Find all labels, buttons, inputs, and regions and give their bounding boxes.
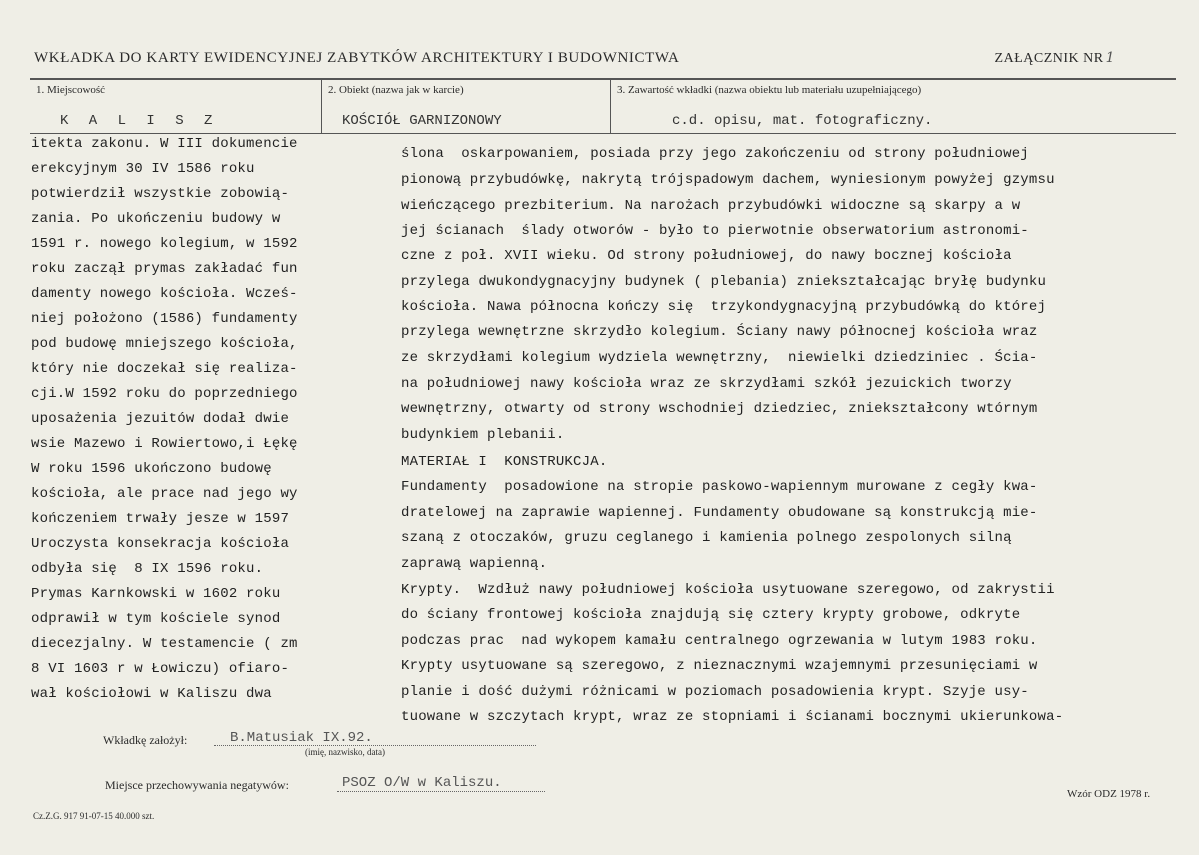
print-info: Cz.Z.G. 917 91-07-15 40.000 szt. (33, 811, 155, 821)
place-label: 1. Miejscowość (36, 84, 106, 96)
left-line: pod budowę mniejszego kościoła, (31, 336, 298, 352)
header-box-divider-2 (610, 79, 611, 134)
left-line: zania. Po ukończeniu budowy w (31, 211, 281, 227)
right-line: szaną z otoczaków, gruzu ceglanego i kamienia polnego zespolonych silną (401, 530, 1012, 546)
right-line: jej ścianach ślady otworów - było to pierwotnie obserwatorium astronomi- (401, 223, 1029, 239)
section-heading-material: MATERIAŁ I KONSTRUKCJA. (401, 454, 608, 470)
attachment-number-value: 1 (1105, 50, 1115, 66)
right-line: tuowane w szczytach krypt, wraz ze stopniami i ścianami bocznymi ukierunkowa- (401, 709, 1064, 725)
right-line: przylega dwukondygnacyjny budynek ( plebania) zniekształcając bryłę budynku (401, 274, 1047, 290)
right-line: przylega wewnętrzne skrzydło kolegium. Ściany nawy północnej kościoła wraz (401, 324, 1038, 340)
right-line: na południowej nawy kościoła wraz ze skrzydłami szkół jezuickich tworzy (401, 376, 1012, 392)
content-value: c.d. opisu, mat. fotograficzny. (672, 113, 933, 129)
left-line: kończeniem trwały jesze w 1597 (31, 511, 290, 527)
left-line: odbyła się 8 IX 1596 roku. (31, 561, 264, 577)
place-value: K A L I S Z (60, 113, 219, 129)
left-line: 8 VI 1603 r w Łowiczu) ofiaro- (31, 661, 290, 677)
header-box-top (30, 78, 1176, 80)
negatives-dotted-line (337, 791, 545, 792)
left-line: odprawił w tym kościele synod (31, 611, 281, 627)
right-line: pionową przybudówkę, nakrytą trójspadowym dachem, wyniesionym powyżej gzymsu (401, 172, 1055, 188)
left-line: itekta zakonu. W III dokumencie (31, 136, 298, 152)
author-dotted-line (214, 745, 536, 746)
left-line: cji.W 1592 roku do poprzedniego (31, 386, 298, 402)
right-line: planie i dość dużymi różnicami w poziomach posadowienia krypt. Szyje usy- (401, 684, 1029, 700)
left-line: wsie Mazewo i Rowiertowo,i Łękę (31, 436, 298, 452)
left-line: który nie doczekał się realiza- (31, 361, 298, 377)
right-line: Krypty. Wzdłuż nawy południowej kościoła usytuowane szeregowo, od zakrystii (401, 582, 1055, 598)
attachment-number (995, 50, 1115, 67)
right-line: podczas prac nad wykopem kamału centralnego ogrzewania w lutym 1983 roku. (401, 633, 1038, 649)
negatives-value: PSOZ O/W w Kaliszu. (342, 775, 502, 791)
attachment-label: ZAŁĄCZNIK NR (994, 51, 1104, 66)
left-line: diecezjalny. W testamencie ( zm (31, 636, 298, 652)
object-value: KOŚCIÓŁ GARNIZONOWY (342, 113, 502, 129)
negatives-label: Miejsce przechowywania negatywów: (105, 778, 289, 792)
author-hint: (imię, nazwisko, data) (305, 747, 385, 757)
left-line: wał kościołowi w Kaliszu dwa (31, 686, 272, 702)
left-line: erekcyjnym 30 IV 1586 roku (31, 161, 255, 177)
form-code: Wzór ODZ 1978 r. (1067, 788, 1151, 800)
form-title: WKŁADKA DO KARTY EWIDENCYJNEJ ZABYTKÓW ARCHITEKTURY I BUDOWNICTWA (34, 50, 680, 66)
right-line: budynkiem plebanii. (401, 427, 565, 443)
right-line: kościoła. Nawa północna kończy się trzykondygnacyjną przybudówką do której (401, 299, 1047, 315)
author-value: B.Matusiak IX.92. (230, 730, 373, 746)
right-line: Fundamenty posadowione na stropie paskowo-wapiennym murowane z cegły kwa- (401, 479, 1038, 495)
content-label: 3. Zawartość wkładki (nazwa obiektu lub materiału uzupełniającego) (617, 84, 922, 96)
left-line: roku zaczął prymas zakładać fun (31, 261, 298, 277)
right-line: do ściany frontowej kościoła znajdują się cztery krypty grobowe, odkryte (401, 607, 1021, 623)
left-line: niej położono (1586) fundamenty (31, 311, 298, 327)
header-box-bottom (30, 133, 1176, 134)
left-line: Uroczysta konsekracja kościoła (31, 536, 290, 552)
author-label: Wkładkę założył: (103, 733, 188, 747)
left-line: uposażenia jezuitów dodał dwie (31, 411, 290, 427)
right-line: wieńczącego prezbiterium. Na narożach przybudówki widoczne są skarpy a w (401, 198, 1021, 214)
right-line: wewnętrzny, otwarty od strony wschodniej dziedziec, zniekształcony wtórnym (401, 401, 1038, 417)
header-box-divider-1 (321, 79, 322, 134)
right-line: zaprawą wapienną. (401, 556, 548, 572)
left-line: 1591 r. nowego kolegium, w 1592 (31, 236, 298, 252)
left-line: Prymas Karnkowski w 1602 roku (31, 586, 281, 602)
left-line: potwierdził wszystkie zobowią- (31, 186, 290, 202)
object-label: 2. Obiekt (nazwa jak w karcie) (328, 84, 464, 96)
right-line: Krypty usytuowane są szeregowo, z nieznacznymi wzajemnymi przesunięciami w (401, 658, 1038, 674)
left-line: damenty nowego kościoła. Wcześ- (31, 286, 298, 302)
left-line: W roku 1596 ukończono budowę (31, 461, 272, 477)
right-line: ślona oskarpowaniem, posiada przy jego zakończeniu od strony południowej (401, 146, 1029, 162)
right-line: czne z poł. XVII wieku. Od strony południowej, do nawy bocznej kościoła (401, 248, 1012, 264)
left-line: kościoła, ale prace nad jego wy (31, 486, 298, 502)
right-line: dratelowej na zaprawie wapiennej. Fundamenty obudowane są konstrukcją mie- (401, 505, 1038, 521)
right-line: ze skrzydłami kolegium wydziela wewnętrzny, niewielki dziedziniec . Ścia- (401, 350, 1038, 366)
